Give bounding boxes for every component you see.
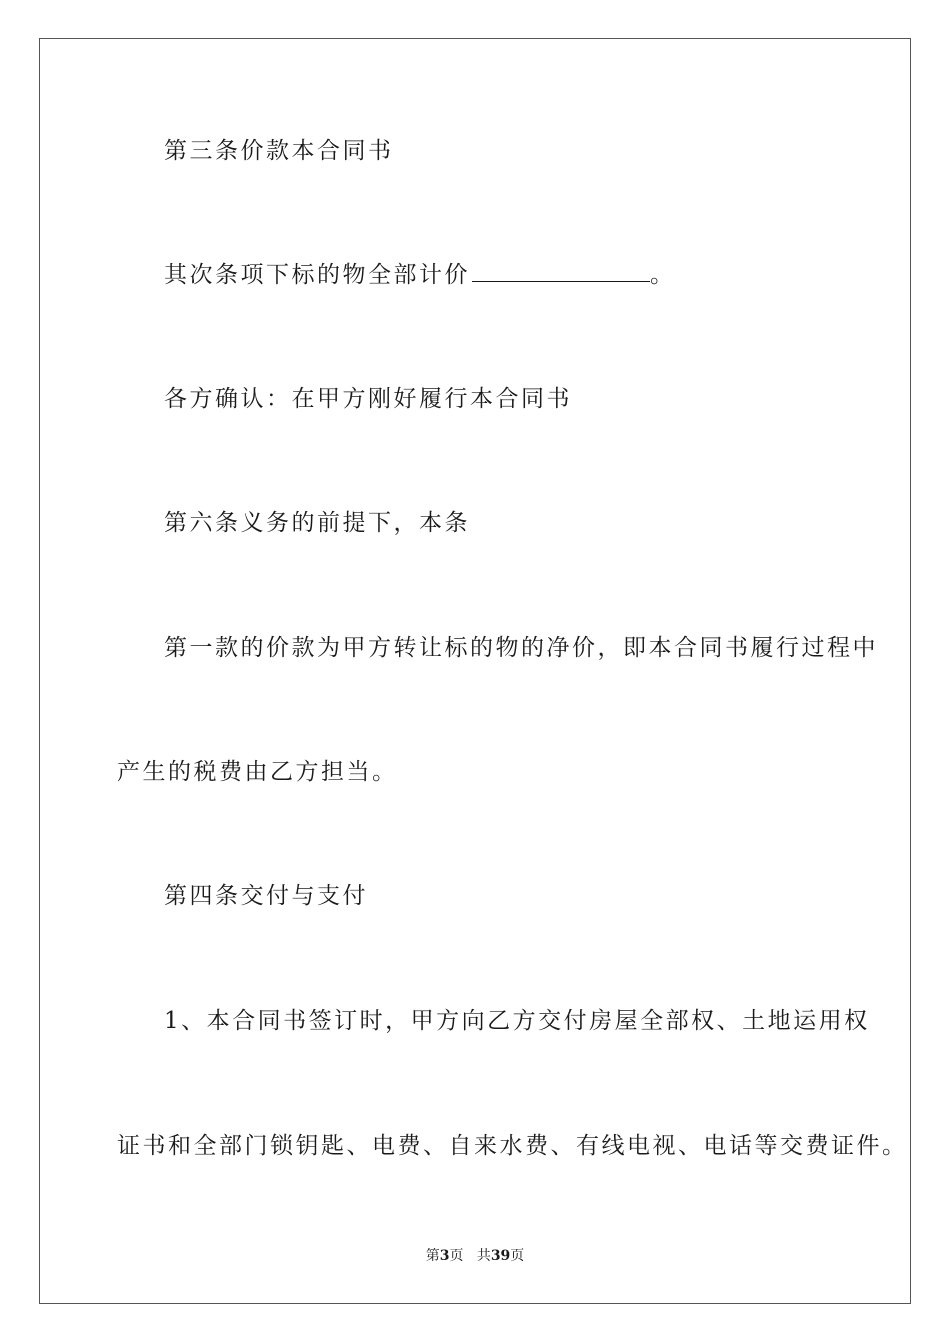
paragraph-delivery-certificates: 证书和全部门锁钥匙、电费、自来水费、有线电视、电话等交费证件。 bbox=[117, 1133, 908, 1159]
paragraph-total-price-end: 。 bbox=[650, 262, 676, 288]
footer-total-pages: 39 bbox=[490, 1248, 511, 1264]
paragraph-total-price-text: 其次条项下标的物全部计价 bbox=[164, 262, 470, 288]
paragraph-article-four-title: 第四条交付与支付 bbox=[164, 883, 368, 909]
paragraph-total-price bbox=[164, 260, 884, 290]
footer-page-prefix: 第 bbox=[425, 1248, 440, 1264]
paragraph-article-six-premise: 第六条义务的前提下，本条 bbox=[164, 510, 470, 536]
paragraph-delivery-item-1: 1、本合同书签订时，甲方向乙方交付房屋全部权、土地运用权 bbox=[164, 1008, 870, 1034]
paragraph-taxes: 产生的税费由乙方担当。 bbox=[117, 759, 398, 785]
footer-total-suffix: 页 bbox=[510, 1248, 525, 1264]
price-blank-line bbox=[472, 261, 650, 282]
footer-total-prefix: 共 bbox=[476, 1248, 491, 1264]
page-border bbox=[39, 38, 911, 1304]
footer-page-suffix: 页 bbox=[449, 1248, 464, 1264]
paragraph-parties-confirm: 各方确认：在甲方刚好履行本合同书 bbox=[164, 386, 572, 412]
page-footer bbox=[0, 1247, 950, 1265]
paragraph-net-price: 第一款的价款为甲方转让标的物的净价，即本合同书履行过程中 bbox=[164, 635, 878, 661]
footer-page-number: 3 bbox=[439, 1248, 450, 1264]
paragraph-article-three-title: 第三条价款本合同书 bbox=[164, 138, 394, 164]
